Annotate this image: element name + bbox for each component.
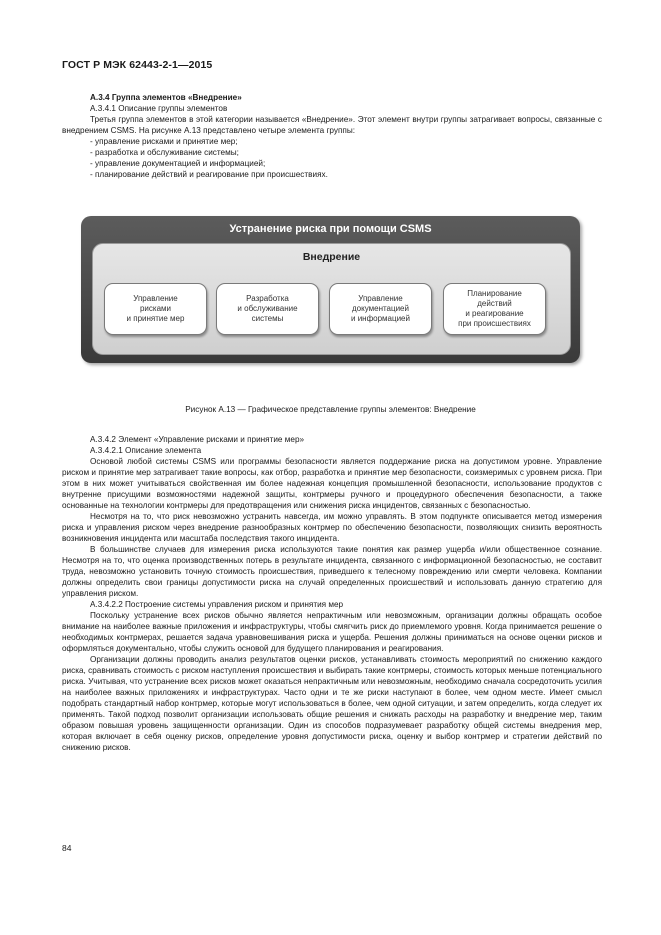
figure-inner-title: Внедрение [302,251,361,263]
document-header: ГОСТ Р МЭК 62443-2-1—2015 [62,59,213,71]
element-heading: А.3.4.2 Элемент «Управление рисками и принятие мер» [90,435,305,444]
body-paragraph: Организации должны проводить анализ результатов оценки рисков, устанавливать стоимость мероприятий по снижению каждого риска, сравнивать стоимость с риском наступления происшествия и выбирать такие контрмеры, стоимость которых меньше потенциального риска. Учитывая, что устранение всех рисков может оказаться непрактичным или невозможным, необходимо сначала сосредоточить усилия на наиболее важных приложениях и инфраструктурах. Часто одни и те же риски наступают в более, чем одном месте. Имеет смысл подобрать стандартный набор контрмер, которые могут использоваться в более, чем одной ситуации, и затем определить, когда следует их применять. Такой подход позволит организации использовать общие решения и снижать расходы на разработку и внедрение мер, таким образом повышая уровень защищенности организации. Один из способов подразумевает разработку общей системы внедрения мер, которая включает в себя оценку рисков, определение уровня допустимости риска, оценку и выбор контрмер и стратегии действий по снижению рисков. [62,655,602,752]
page-number: 84 [62,843,72,853]
figure-caption: Рисунок А.13 — Графическое представление группы элементов: Внедрение [185,405,476,414]
body-paragraph: Основой любой системы CSMS или программы безопасности является поддержание риска на допустимом уровне. Управление риском и принятие мер затрагивает такие вопросы, как отбор, разработка и принятие мер безопасности, соизмеримых с уровнем риска. При этом в них может учитываться свойственная им более надежная концепция промышленной безопасности, использование продуктов с внутренне присущими возможностями надежной защиты, контрмеры ручного и процедурного обеспечения безопасности, а также основанные на технологии контрмеры для предотвращения или снижения риска инцидентов, связанных с безопасностью. [62,457,602,510]
figure-box-system: Разработка и обслуживание системы [216,283,319,335]
list-item: - планирование действий и реагирование при происшествиях. [90,170,328,179]
list-item: - управление документацией и информацией; [90,159,266,168]
section-heading: А.3.4 Группа элементов «Внедрение» [90,93,242,102]
figure-box-incident: Планирование действий и реагирование при происшествиях [443,283,546,335]
body-paragraph: Несмотря на то, что риск невозможно устранить навсегда, им можно управлять. В этом подпункте описывается метод измерения риска и управления риском через внедрение разнообразных контрмер по обеспечению безопасности, позволяющих снизить вероятность возникновения инцидента или масштаба последствия такого инцидента. [62,512,602,543]
figure-inner-frame [92,243,571,355]
subsection-heading: А.3.4.1 Описание группы элементов [90,104,228,113]
body-paragraph: Поскольку устранение всех рисков обычно является непрактичным или невозможным, организации должны обращать особое внимание на наиболее важные приложения и инфраструктуры, чтобы смягчить риск до приемлемого уровня. Когда принимается решение о необходимых контрмерах, решается задача уравновешивания риска и ущерба. Решения должны приниматься на основе оценки рисков и оформляться документально, чтобы служить основой для будущего планирования и реагирования. [62,611,602,653]
element-subheading: А.3.4.2.2 Построение системы управления риском и принятия мер [90,600,344,609]
figure-outer-frame [81,216,580,363]
intro-section [62,92,602,180]
list-item: - разработка и обслуживание системы; [90,148,239,157]
figure-outer-title: Устранение риска при помощи CSMS [229,223,432,235]
intro-paragraph: Третья группа элементов в этой категории называется «Внедрение». Этот элемент внутри группы затрагивает вопросы, связанные с внедрением CSMS. На рисунке А.13 представлено четыре элемента группы: [62,115,602,135]
figure-box-risk: Управление рисками и принятие мер [104,283,207,335]
list-item: - управление рисками и принятие мер; [90,137,238,146]
element-list [62,136,602,180]
figure-box-documentation: Управление документацией и информацией [329,283,432,335]
body-paragraph: В большинстве случаев для измерения риска используются такие понятия как размер ущерба и/или общественное сознание. Несмотря на то, что оценка производственных потерь в результате инцидента, связанного с информационной безопасностью, не составит труда, невозможно установить точную стоимость происшествия, приведшего к телесному повреждению или смерти человека. Компании должны определить свои границы допустимости риска на случай определенных происшествий и использовать данную стратегию для управления риском. [62,545,602,598]
body-section [62,434,602,753]
element-subheading: А.3.4.2.1 Описание элемента [90,446,202,455]
